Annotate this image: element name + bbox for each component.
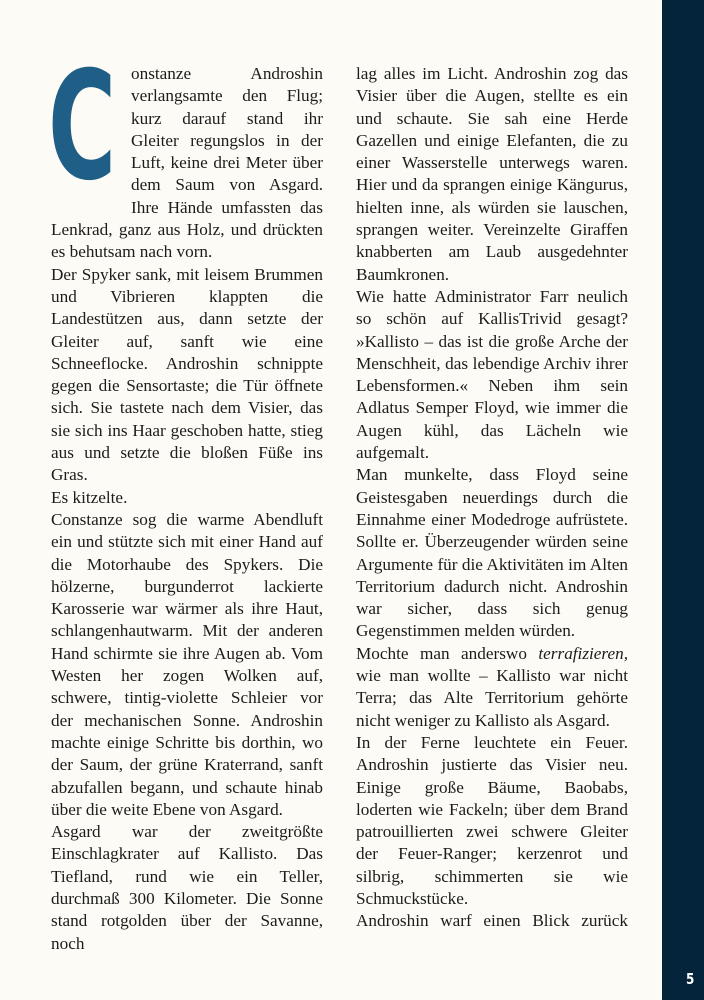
paragraph-text: onstanze Androshin verlangsamte den Flug; kurz darauf stand ihr Gleiter regungslos in der Luft, keine drei Meter über dem Saum von Asgard. Ihre Hände umfassten das Lenkrad, ganz aus Holz, und drückten es behutsam nach vorn. xyxy=(51,64,323,262)
left-text-column xyxy=(48,40,323,955)
page-edge-sidebar xyxy=(662,0,704,1000)
dropcap-letter: C xyxy=(48,40,116,214)
paragraph: Constanze sog die warme Abendluft ein und stützte sich mit einer Hand auf die Motorhaube des Spykers. Die hölzerne, burgunderrot lackierte Karosserie war wärmer als ihre Haut, schlangenhautwarm. Mit der anderen Hand schirmte sie ihre Augen ab. Vom Westen her zogen Wolken auf, schwere, tintig-violette Schleier vor der mechanischen Sonne. Androshin machte einige Schritte bis dorthin, wo der Saum, der grüne Kraterrand, sanft abzufallen begann, und schaute hinab über die weite Ebene von Asgard. xyxy=(51,509,323,819)
paragraph: Man munkelte, dass Floyd seine Geistesgaben neuerdings durch die Einnahme einer Modedroge aufrüstete. Sollte er. Überzeugender würden seine Argumente für die Aktivitäten im Alten Territorium dadurch nicht. Androshin war sicher, dass sich genug Gegenstimmen melden würden. xyxy=(356,465,628,641)
dropcap-wrapper xyxy=(48,40,131,214)
page-number xyxy=(662,970,704,988)
italic-word: terrafizieren, xyxy=(538,643,628,663)
paragraph: Wie hatte Administrator Farr neulich so schön auf KallisTrivid gesagt? »Kallisto – das ist die große Arche der Menschheit, das lebendige Archiv ihrer Lebensformen.« Neben ihm sein Adlatus Semper Floyd, wie immer die Augen kühl, das Lächeln wie aufgemalt. xyxy=(356,286,628,463)
paragraph: lag alles im Licht. Androshin zog das Visier über die Augen, stellte es ein und schaute. Sie sah eine Herde Gazellen und einige Elefanten, die zu einer Wasserstelle unterwegs waren. Hier und da sprangen einige Kängurus, hielten inne, als würden sie lauschen, sprangen weiter. Vereinzelte Giraffen knabberten am Laub ausgedehnter Baumkronen. xyxy=(356,64,628,284)
paragraph xyxy=(48,40,323,264)
paragraph: Der Spyker sank, mit leisem Brummen und Vibrieren klappten die Landestützen aus, dann setzte der Gleiter auf, sanft wie eine Schneeflocke. Androshin schnippte gegen die Sensortaste; die Tür öffnete sich. Sie tastete nach dem Visier, das sie sich ins Haar geschoben hatte, stieg aus und setzte die bloßen Füße ins Gras. xyxy=(51,264,323,485)
paragraph: Asgard war der zweitgrößte Einschlagkrater auf Kallisto. Das Tiefland, rund wie ein Teller, durchmaß 300 Kilometer. Die Sonne stand rotgolden über der Savanne, noch xyxy=(51,822,323,953)
paragraph-text: wie man wollte – Kallisto war nicht Terra; das Alte Territorium gehörte nicht weniger zu Kallisto als Asgard. xyxy=(356,666,628,730)
paragraph xyxy=(356,643,628,732)
paragraph: In der Ferne leuchtete ein Feuer. Androshin justierte das Visier neu. Einige große Bäume, Baobabs, loderten wie Fackeln; über dem Brand patrouillierten zwei schwere Gleiter der Feuer-Ranger; kerzenrot und silbrig, schimmerten sie wie Schmuckstücke. xyxy=(356,732,628,908)
page-number-text: 5 xyxy=(685,970,694,988)
paragraph: Androshin warf einen Blick zurück xyxy=(356,911,628,931)
paragraph-text: Mochte man anderswo xyxy=(356,643,539,663)
right-text-column xyxy=(356,63,628,933)
paragraph: Es kitzelte. xyxy=(51,487,128,507)
